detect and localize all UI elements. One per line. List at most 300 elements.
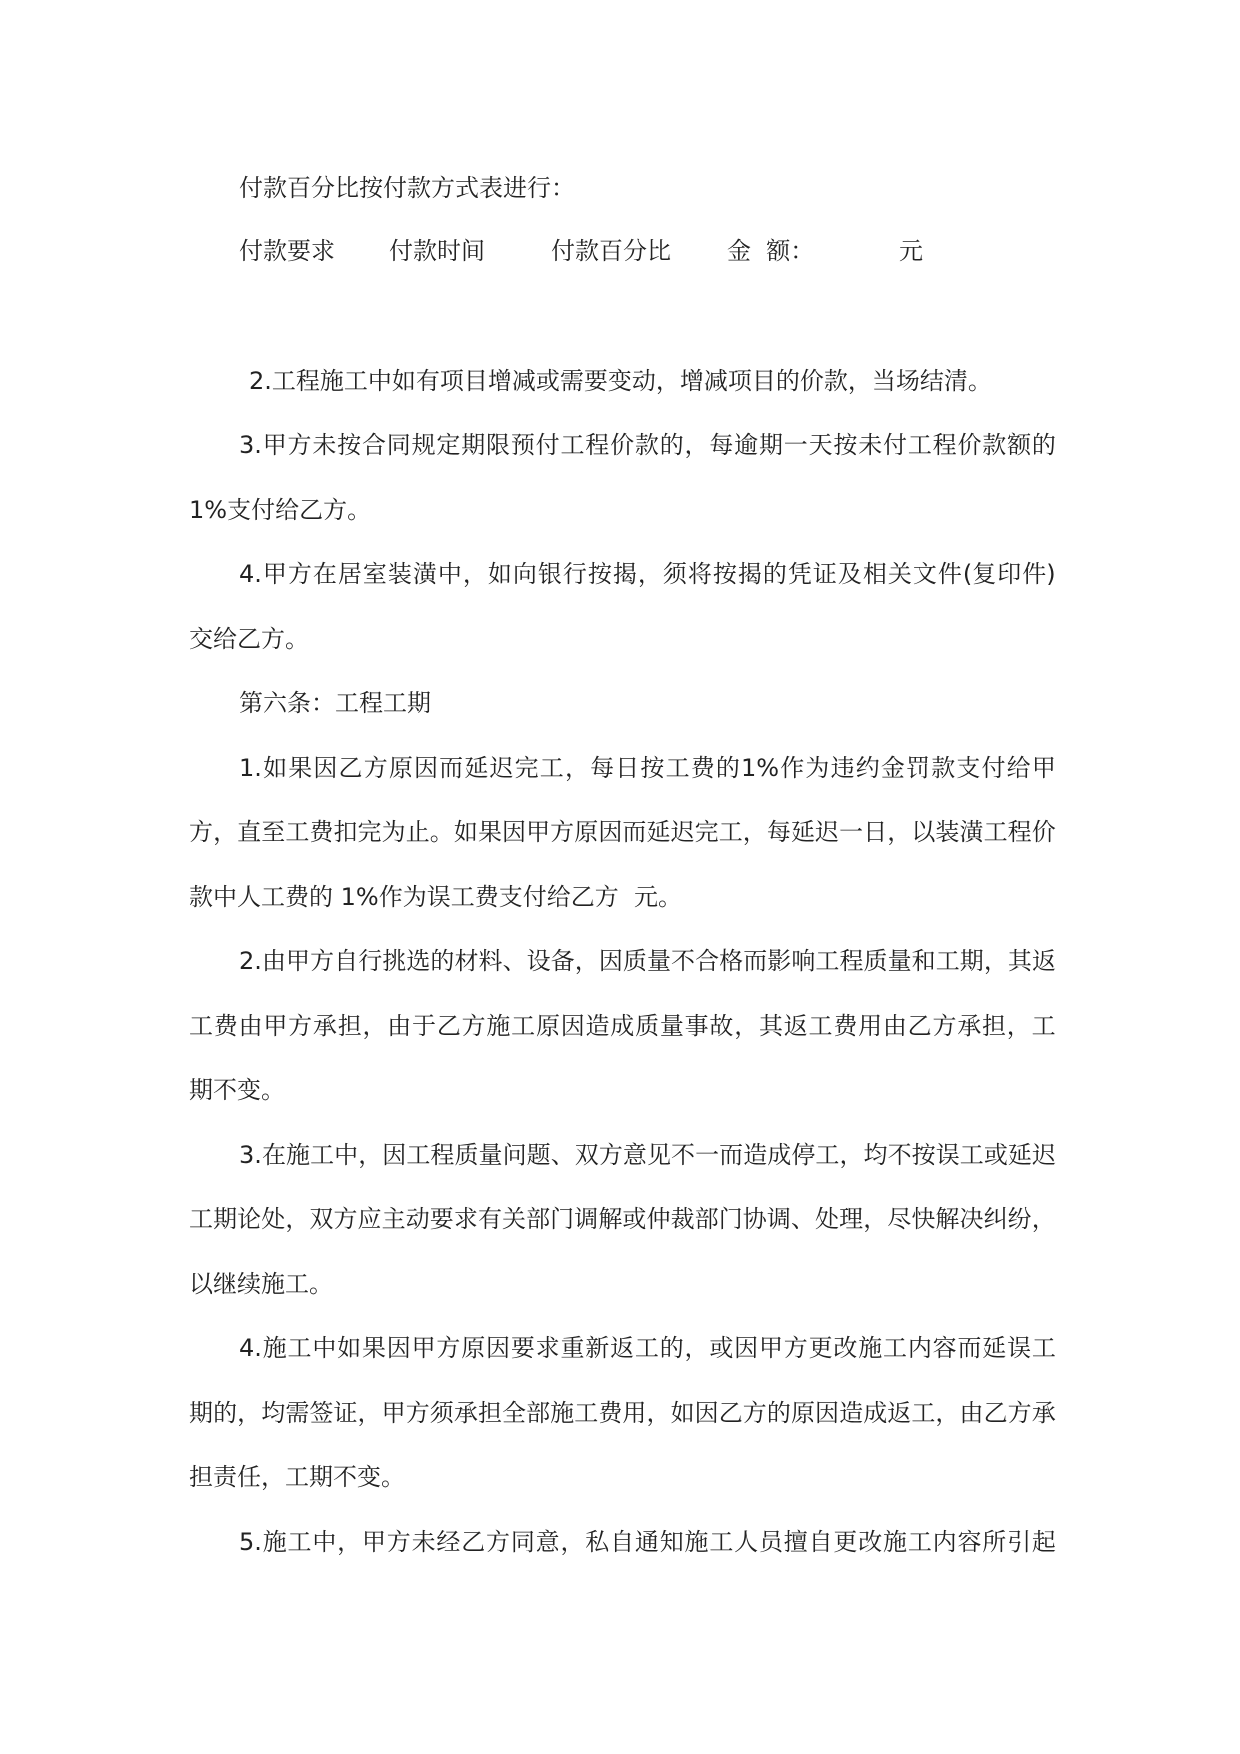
art6-clause-4-line-2 [189,1397,1056,1429]
text-segment: 关 [502,1205,527,1233]
text-segment: ， [237,1399,262,1427]
text-segment: 成 [863,1399,888,1427]
text-segment: 迟 [489,754,514,782]
text-segment: 合 [695,947,720,975]
text-segment: 每 [709,431,734,459]
text-segment: 果 [288,754,313,782]
text-segment: 快 [911,1205,936,1233]
text-segment: 由 [387,1012,412,1040]
text-segment: ， [646,1399,671,1427]
text-segment: 因 [313,754,338,782]
text-segment: 相 [862,560,887,588]
text-segment: 原 [461,1334,486,1362]
text-segment: 为 [381,818,406,846]
text-segment: 费 [833,1012,858,1040]
text-segment: 甲 [381,1399,406,1427]
text-segment: 原 [574,818,599,846]
text-segment: 方 [742,1399,767,1427]
text-segment: 如 [263,754,288,782]
text-segment: 的 [1031,431,1056,459]
text-segment: 因 [382,1141,407,1169]
text-segment: 更 [808,1334,833,1362]
text-segment: 费 [598,1399,623,1427]
text-segment: 施 [262,1334,287,1362]
text-segment: 工 [310,1141,335,1169]
text-segment: 约 [855,754,880,782]
text-segment: ， [742,818,767,846]
text-segment: 量 [646,947,671,975]
text-segment: ， [1006,1012,1031,1040]
text-segment: 迟 [670,818,695,846]
text-segment: 的 [430,947,455,975]
text-segment: 员 [758,1528,783,1556]
text-segment: 期 [213,1205,238,1233]
col-payment-time: 付款时间 [389,237,485,265]
text-segment: 方 [287,560,312,588]
text-segment: 按 [587,560,612,588]
text-segment: 延 [1007,1141,1032,1169]
art6-clause-4-line-1 [239,1332,1056,1364]
text-segment: 金 [880,754,905,782]
text-segment: 果 [477,818,502,846]
art6-clause-3-line-2 [189,1203,1056,1235]
text-segment: 未 [858,431,883,459]
text-segment: 返 [610,1334,635,1362]
text-segment: 1% [741,754,780,782]
text-segment: 由 [959,1399,984,1427]
text-segment: 造 [839,1399,864,1427]
text-segment: 甲 [411,1334,436,1362]
text-segment: 协 [742,1205,767,1233]
text-segment: 工 [189,1205,213,1233]
text-segment: 方 [287,431,312,459]
text-segment: 甲 [526,818,551,846]
text-segment: 施 [858,1334,883,1362]
text-segment: 工 [287,1528,312,1556]
text-segment: 双 [574,1141,599,1169]
text-segment: 用 [622,1399,647,1427]
text-segment: 质 [622,947,647,975]
text-segment: 方 [550,818,575,846]
text-segment: 定 [436,431,461,459]
text-segment: 新 [585,1334,610,1362]
text-segment: 方 [363,754,388,782]
text-segment: 潢 [412,560,437,588]
text-segment: 纠 [983,1205,1008,1233]
text-segment: 备 [550,947,575,975]
text-segment: 如 [337,1334,362,1362]
text-segment: 工 [907,431,932,459]
text-segment: 格 [719,947,744,975]
text-segment: 质 [635,1012,660,1040]
text-segment: ， [462,560,487,588]
text-segment: 在 [261,1141,286,1169]
text-segment: 尽 [887,1205,912,1233]
text-segment: 方 [310,947,335,975]
text-segment: ， [357,1399,382,1427]
text-segment: 部 [526,1399,551,1427]
text-segment: 甲 [262,560,287,588]
text-segment: 一 [839,818,864,846]
col-yuan: 元 [899,237,923,265]
col-payment-percent: 付款百分比 [551,237,671,265]
text-segment: 担 [337,1012,362,1040]
text-segment: 及 [837,560,862,588]
text-segment: 均 [261,1399,286,1427]
text-segment: 文 [912,560,937,588]
text-segment: 费 [690,754,715,782]
text-segment: 因 [598,947,623,975]
text-segment: ， [684,1334,709,1362]
text-segment: 装 [387,560,412,588]
text-segment: 原 [388,754,413,782]
text-segment: 不 [671,1141,696,1169]
text-segment: 果 [361,1334,386,1362]
text-segment: 解 [935,1205,960,1233]
text-segment: 起 [1031,1528,1056,1556]
text-segment: 工 [808,1012,833,1040]
text-segment: 部 [694,1205,719,1233]
text-segment: 2. [239,947,262,975]
text-segment: 1. [239,754,262,782]
text-segment: 扣 [333,818,358,846]
text-segment: ， [560,1528,585,1556]
text-segment: 因 [386,1334,411,1362]
text-segment: 容 [932,1334,957,1362]
text-segment: 返 [887,1399,912,1427]
text-segment: 量 [659,1012,684,1040]
text-segment: 如 [453,818,478,846]
text-segment: ， [887,818,912,846]
text-segment: 揭 [612,560,637,588]
text-segment: 工 [665,754,690,782]
text-segment: 乙 [436,1012,461,1040]
text-segment: 方 [783,1334,808,1362]
text-segment: 甲 [361,1528,386,1556]
text-segment: 于 [412,1012,437,1040]
text-segment: 工 [539,754,564,782]
text-segment: 方 [598,1141,623,1169]
text-segment: 证 [812,560,837,588]
text-segment: 而 [743,947,768,975]
clause-4-line-2: 交给乙方。 [189,625,309,653]
text-segment: 4. [239,1334,262,1362]
text-segment: 须 [662,560,687,588]
text-segment: 价 [957,431,982,459]
text-segment: 全 [502,1399,527,1427]
text-segment: 要 [510,1334,535,1362]
text-segment: 完 [514,754,539,782]
text-segment: 擅 [783,1528,808,1556]
text-segment: 额 [1007,431,1032,459]
text-segment: 延 [464,754,489,782]
text-segment: 止 [405,818,430,846]
text-segment: 向 [512,560,537,588]
text-segment: 未 [312,431,337,459]
text-segment: 工 [189,1012,213,1040]
text-segment: 内 [907,1334,932,1362]
text-segment: 误 [1007,1334,1032,1362]
text-segment: 工 [983,818,1008,846]
text-segment: 件 [937,560,962,588]
text-segment: 期 [461,431,486,459]
text-segment: 由 [261,947,286,975]
text-segment: 费 [213,1012,238,1040]
text-segment: 行 [358,947,383,975]
text-segment: 纷 [1007,1205,1032,1233]
text-segment: 双 [309,1205,334,1233]
text-segment: 延 [646,818,671,846]
text-segment: 或 [622,1205,647,1233]
text-segment: ， [839,1141,864,1169]
text-segment: 按 [337,431,362,459]
text-segment: 按 [640,754,665,782]
text-segment: 工 [815,1141,840,1169]
text-segment: 迟 [815,818,840,846]
text-segment: ， [935,1399,960,1427]
text-segment: 动 [405,1205,430,1233]
text-segment: 3. [239,431,262,459]
text-segment: 应 [357,1205,382,1233]
text-segment: 限 [486,431,511,459]
text-segment: 款 [931,754,956,782]
text-segment: 容 [957,1528,982,1556]
col-amount: 金 额： [727,237,815,265]
text-segment: 签 [309,1399,334,1427]
clause-3-line-2: 1%支付给乙方。 [189,496,372,524]
text-segment: 要 [429,1205,454,1233]
text-segment: 所 [982,1528,1007,1556]
text-segment: 工 [883,1334,908,1362]
text-segment: 工 [709,1528,734,1556]
text-segment: ， [574,947,599,975]
text-segment: 返 [1031,947,1056,975]
text-segment: 的 [715,754,740,782]
text-segment: 方 [333,1205,358,1233]
text-segment: 日 [863,818,888,846]
text-segment: 门 [550,1205,575,1233]
text-segment: 改 [833,1334,858,1362]
text-segment: ， [564,754,589,782]
text-segment: 甲 [758,1334,783,1362]
text-segment: 因 [560,1012,585,1040]
text-segment: 的 [659,431,684,459]
text-segment: 件) [1022,560,1056,588]
text-segment: 求 [453,1205,478,1233]
text-segment: 返 [783,1012,808,1040]
text-segment: 部 [526,1205,551,1233]
text-segment: 意 [535,1528,560,1556]
art6-clause-2-line-3: 期不变。 [189,1076,285,1104]
text-segment: 须 [429,1399,454,1427]
text-segment: 工 [959,1141,984,1169]
text-segment: 重 [560,1334,585,1362]
text-segment: 罚 [906,754,931,782]
text-segment: 甲 [1031,754,1056,782]
text-segment: 费 [309,818,334,846]
text-segment: 工 [718,818,743,846]
text-segment: 施 [262,1528,287,1556]
text-segment: 中 [334,1141,359,1169]
text-segment: 潢 [959,818,984,846]
text-segment: 同 [510,1528,535,1556]
text-segment: 证 [333,1399,358,1427]
text-segment: 造 [585,1012,610,1040]
text-segment: 、 [550,1141,575,1169]
text-segment: 质 [454,1141,479,1169]
text-segment: 乙 [907,1012,932,1040]
text-segment: 设 [526,947,551,975]
text-segment: 方 [486,1528,511,1556]
text-segment: 期 [959,947,984,975]
text-segment: 方 [288,1012,313,1040]
text-segment: 承 [453,1399,478,1427]
text-segment: 论 [237,1205,262,1233]
text-segment: 的 [766,1399,791,1427]
text-segment: 工 [406,1141,431,1169]
text-segment: 方 [1007,1399,1032,1427]
text-segment: 按 [712,560,737,588]
text-segment: 主 [381,1205,406,1233]
text-segment: 每 [766,818,791,846]
text-segment: 行 [562,560,587,588]
text-segment: 工 [911,1399,936,1427]
text-segment: 引 [1007,1528,1032,1556]
text-segment: 见 [646,1141,671,1169]
text-segment: 施 [286,1141,311,1169]
text-segment: ， [983,947,1008,975]
clause-4-line-1 [239,558,1056,590]
text-segment: 处 [261,1205,286,1233]
text-segment: 因 [694,1399,719,1427]
text-segment: 工 [815,947,840,975]
text-segment: 中 [437,560,462,588]
text-segment: 中 [312,1528,337,1556]
text-segment: 调 [766,1205,791,1233]
text-segment: ， [362,1012,387,1040]
text-segment: 工 [907,1528,932,1556]
text-segment: 成 [610,1012,635,1040]
text-segment: ， [285,1205,310,1233]
text-segment: 施 [684,1528,709,1556]
text-segment: 决 [959,1205,984,1233]
text-segment: 门 [718,1205,743,1233]
text-segment: 方 [932,1012,957,1040]
text-segment: 工 [511,1012,536,1040]
text-segment: 甲 [286,947,311,975]
text-segment: 工 [574,1399,599,1427]
text-segment: 工 [285,818,310,846]
text-segment: 误 [935,1141,960,1169]
text-segment: (复 [962,560,997,588]
text-segment: 其 [758,1012,783,1040]
text-segment: 而 [439,754,464,782]
text-segment: 程 [932,431,957,459]
text-segment: 因 [598,818,623,846]
text-segment: 因 [502,818,527,846]
art6-clause-3-line-3: 以继续施工。 [189,1270,333,1298]
text-segment: 处 [815,1205,840,1233]
text-segment: 甲 [262,431,287,459]
text-segment: ， [684,431,709,459]
text-segment: 理 [839,1205,864,1233]
art6-clause-2-line-1 [239,945,1056,977]
clause-3-line-1 [239,429,1056,461]
text-segment: 影 [767,947,792,975]
text-segment: 将 [687,560,712,588]
text-segment: 由 [238,1012,263,1040]
text-segment: 程 [585,431,610,459]
text-segment: 材 [454,947,479,975]
art6-clause-2-line-2 [189,1010,1056,1042]
text-segment: ， [358,1141,383,1169]
text-segment: 原 [790,1399,815,1427]
text-segment: 承 [1031,1399,1056,1427]
text-segment: 而 [957,1334,982,1362]
text-segment: 由 [882,1012,907,1040]
text-segment: 方 [436,1334,461,1362]
art6-clause-4-line-3: 担责任，工期不变。 [189,1463,405,1491]
text-segment: 、 [790,1205,815,1233]
text-segment: 事 [684,1012,709,1040]
text-segment: 原 [535,1012,560,1040]
text-segment: 自 [610,1528,635,1556]
text-segment: 方 [405,1399,430,1427]
text-segment: 款 [982,431,1007,459]
text-segment: 故 [709,1012,734,1040]
text-segment: 为 [805,754,830,782]
payment-intro: 付款百分比按付款方式表进行： [239,174,575,202]
text-segment: 因 [734,1334,759,1362]
text-segment: ， [337,1528,362,1556]
text-segment: 方 [386,1528,411,1556]
text-segment: 程 [1007,818,1032,846]
text-segment: 经 [436,1528,461,1556]
text-segment: 施 [550,1399,575,1427]
text-segment: 问 [502,1141,527,1169]
text-segment: 承 [957,1012,982,1040]
text-segment: 人 [734,1528,759,1556]
text-segment: 如 [487,560,512,588]
text-segment: 有 [477,1205,502,1233]
text-segment: 4. [239,560,262,588]
text-segment: 工 [1031,1012,1056,1040]
text-segment: 程 [430,1141,455,1169]
text-segment: 停 [791,1141,816,1169]
text-segment: 乙 [338,754,363,782]
text-segment: 天 [808,431,833,459]
text-segment: 更 [833,1528,858,1556]
text-segment: 因 [414,754,438,782]
text-segment: 3. [239,1141,262,1169]
col-payment-requirement: 付款要求 [239,237,335,265]
text-segment: 延 [982,1334,1007,1362]
text-segment: 而 [719,1141,744,1169]
text-segment: 成 [767,1141,792,1169]
text-segment: 每 [590,754,615,782]
text-segment: 如 [670,1399,695,1427]
text-segment: 关 [887,560,912,588]
text-segment: 乙 [983,1399,1008,1427]
text-segment: 一 [695,1141,720,1169]
text-segment: 因 [815,1399,840,1427]
text-segment: 预 [510,431,535,459]
text-segment: 银 [537,560,562,588]
text-segment: 乙 [461,1528,486,1556]
text-segment: 价 [1031,818,1056,846]
text-segment: 工 [935,947,960,975]
text-segment: 程 [839,947,864,975]
